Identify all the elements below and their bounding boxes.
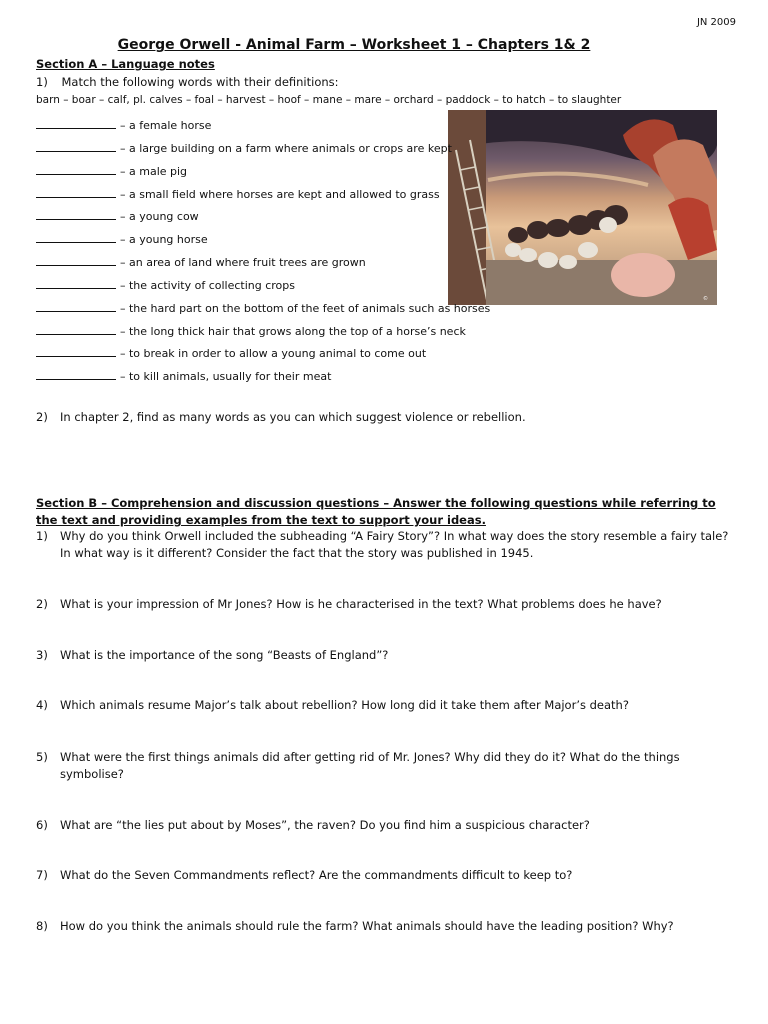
definition-row bbox=[36, 232, 208, 246]
definition-text: – the activity of collecting crops bbox=[120, 279, 295, 292]
answer-blank[interactable] bbox=[36, 232, 116, 243]
definition-text: – a male pig bbox=[120, 165, 188, 178]
definition-row bbox=[36, 187, 440, 201]
question-text: What is your impression of Mr Jones? How is he characterised in the text? What problems does he have? bbox=[60, 597, 662, 611]
question-item bbox=[36, 749, 736, 783]
author-note: JN 2009 bbox=[696, 17, 736, 28]
section-a-q1 bbox=[36, 75, 339, 89]
section-a-q2 bbox=[36, 409, 736, 426]
question-text: What are “the lies put about by Moses”, the raven? Do you find him a suspicious character? bbox=[60, 818, 590, 832]
definition-text: – the hard part on the bottom of the feet of animals such as horses bbox=[120, 302, 491, 315]
section-a-heading: Section A – Language notes bbox=[36, 57, 215, 71]
definition-row bbox=[36, 278, 295, 292]
question-text: Which animals resume Major’s talk about rebellion? How long did it take them after Major’s death? bbox=[60, 698, 629, 712]
answer-blank[interactable] bbox=[36, 187, 116, 198]
q1-number: 1) bbox=[36, 75, 48, 89]
answer-blank[interactable] bbox=[36, 141, 116, 152]
q1-text: Match the following words with their definitions: bbox=[61, 75, 339, 89]
question-item bbox=[36, 867, 736, 884]
definition-text: – a young horse bbox=[120, 233, 208, 246]
answer-blank[interactable] bbox=[36, 164, 116, 175]
question-number: 2) bbox=[36, 597, 48, 611]
question-number: 8) bbox=[36, 919, 48, 933]
definition-row bbox=[36, 209, 199, 223]
question-number: 1) bbox=[36, 529, 48, 543]
question-item bbox=[36, 817, 736, 834]
question-text: What were the first things animals did after getting rid of Mr. Jones? Why did they do it? What do the things symbolise? bbox=[60, 750, 680, 781]
answer-blank[interactable] bbox=[36, 278, 116, 289]
section-b-heading: Section B – Comprehension and discussion questions – Answer the following questions while referring to the text and providing examples from the text to support your ideas. bbox=[36, 496, 716, 527]
question-number: 4) bbox=[36, 698, 48, 712]
image-copyright: © bbox=[703, 296, 708, 302]
word-list: barn – boar – calf, pl. calves – foal – harvest – hoof – mane – mare – orchard – paddock – to hatch – to slaughter bbox=[36, 94, 622, 106]
answer-blank[interactable] bbox=[36, 369, 116, 380]
question-number: 5) bbox=[36, 750, 48, 764]
answer-blank[interactable] bbox=[36, 301, 116, 312]
definition-row bbox=[36, 369, 331, 383]
question-text: What do the Seven Commandments reflect? Are the commandments difficult to keep to? bbox=[60, 868, 573, 882]
definition-row bbox=[36, 346, 426, 360]
question-item bbox=[36, 697, 736, 714]
question-text: How do you think the animals should rule the farm? What animals should have the leading position? Why? bbox=[60, 919, 674, 933]
q2-text: In chapter 2, find as many words as you can which suggest violence or rebellion. bbox=[60, 410, 526, 424]
question-number: 7) bbox=[36, 868, 48, 882]
question-text: Why do you think Orwell included the subheading “A Fairy Story”? In what way does the story resemble a fairy tale? In what way is it different? Consider the fact that the story was published in 1945. bbox=[60, 529, 729, 560]
animals-crowd-picture bbox=[448, 110, 717, 305]
worksheet-title: George Orwell - Animal Farm – Worksheet 1 – Chapters 1& 2 bbox=[117, 37, 591, 53]
definition-text: – to break in order to allow a young animal to come out bbox=[120, 347, 427, 360]
question-item bbox=[36, 647, 736, 664]
definition-row bbox=[36, 324, 466, 338]
q2-number: 2) bbox=[36, 410, 48, 424]
animal-farm-illustration bbox=[448, 110, 717, 305]
question-number: 6) bbox=[36, 818, 48, 832]
question-item bbox=[36, 918, 736, 935]
question-number: 3) bbox=[36, 648, 48, 662]
question-item bbox=[36, 528, 736, 562]
answer-blank[interactable] bbox=[36, 209, 116, 220]
question-item bbox=[36, 596, 736, 613]
definition-text: – an area of land where fruit trees are grown bbox=[120, 256, 366, 269]
definition-row bbox=[36, 141, 452, 155]
answer-blank[interactable] bbox=[36, 255, 116, 266]
definition-row bbox=[36, 118, 211, 132]
definition-text: – a female horse bbox=[120, 119, 212, 132]
definition-text: – a small field where horses are kept and allowed to grass bbox=[120, 188, 440, 201]
definition-text: – the long thick hair that grows along the top of a horse’s neck bbox=[120, 325, 466, 338]
answer-blank[interactable] bbox=[36, 118, 116, 129]
definition-text: – a large building on a farm where animals or crops are kept bbox=[120, 142, 452, 155]
definition-row bbox=[36, 164, 187, 178]
definition-text: – a young cow bbox=[120, 210, 199, 223]
definition-row bbox=[36, 301, 490, 315]
definition-row bbox=[36, 255, 366, 269]
answer-blank[interactable] bbox=[36, 324, 116, 335]
question-text: What is the importance of the song “Beasts of England”? bbox=[60, 648, 389, 662]
answer-blank[interactable] bbox=[36, 346, 116, 357]
definition-text: – to kill animals, usually for their meat bbox=[120, 370, 332, 383]
